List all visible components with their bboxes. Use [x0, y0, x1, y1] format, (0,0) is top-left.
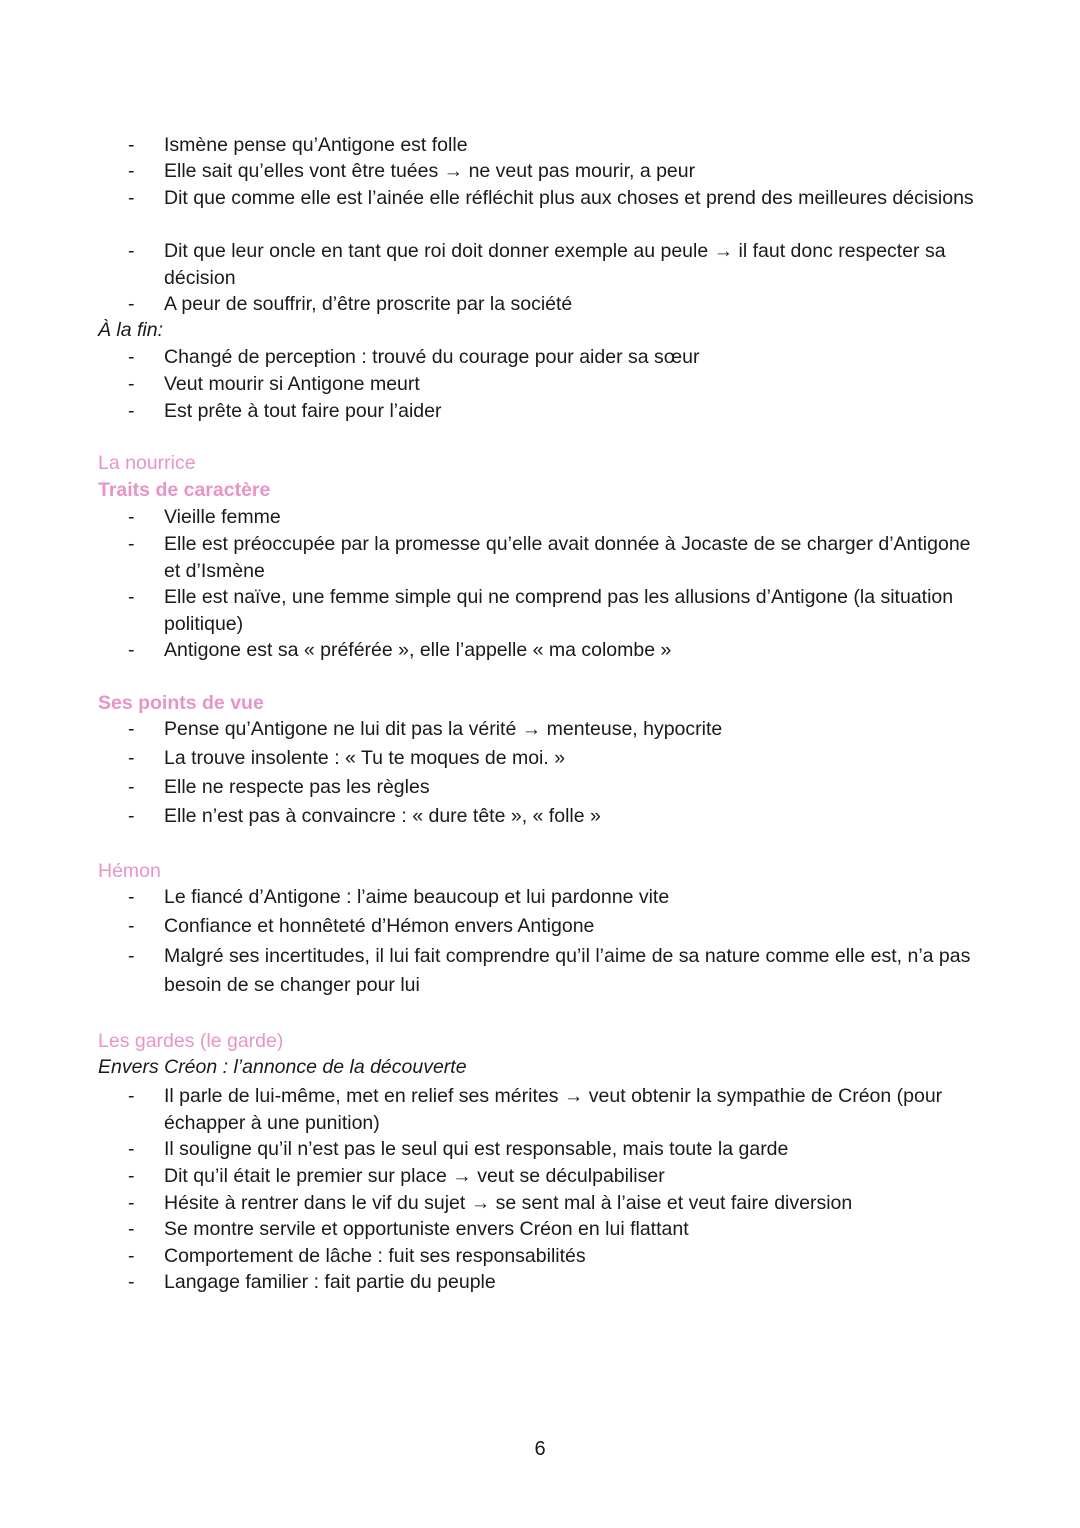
end-heading: À la fin: — [98, 319, 164, 341]
section-title-hemon: Hémon — [98, 860, 161, 882]
section-title-gardes: Les gardes (le garde) — [98, 1030, 284, 1052]
traits-heading: Traits de caractère — [98, 479, 271, 501]
gardes-subheading: Envers Créon : l’annonce de la découverte — [98, 1056, 467, 1078]
page-number: 6 — [534, 1438, 546, 1460]
views-heading: Ses points de vue — [98, 692, 264, 714]
document-page: - Ismène pense qu’Antigone est folle - Elle sait qu’elles vont être tuées → ne veut pas mourir, a peur - Dit que comme elle est l’ainée elle réfléchit plus aux choses et prend des meilleures décisions - Dit que leur oncle en tant que roi doit donner exemple au peule → il faut donc respecter sa décision - A peur de souffrir, d’être proscrite par la société À la fin: - Changé de perception : trouvé du courage pour aider sa sœur - Veut mourir si Antigone meurt - Est prête à tout faire pour l’aider La nourrice Traits de caractère - Vieille femme - Elle est préoccupée par la promesse qu’elle avait donnée à Jocaste de se charger d’Antigone et d’Ismène - Elle est naïve, une femme simple qui ne comprend pas les allusions d’Antigone (la situation politique) - Antigone est sa « préférée », elle l’appelle « ma colombe » Ses points de vue - Pense qu’Antigone ne lui dit pas la vérité → menteuse, hypocrite - La trouve insolente : « Tu te moques de moi. » - Elle ne respecte pas les règles - Elle n’est pas à convaincre : « dure tête », « folle » Hémon - Le fiancé d’Antigone : l’aime beaucoup et lui pardonne vite - Confiance et honnêteté d’Hémon envers Antigone - Malgré ses incertitudes, il lui fait comprendre qu’il l’aime de sa nature comme elle est, n’a pas besoin de se changer pour lui Les gardes (le garde) Envers Créon : l’annonce de la découverte - Il parle de lui-même, met en relief ses mérites → veut obtenir la sympathie de Créon (pour échapper à une punition) - Il souligne qu’il n’est pas le seul qui est responsable, mais toute la garde - Dit qu’il était le premier sur place → veut se déculpabiliser - Hésite à rentrer dans le vif du sujet → se sent mal à l’aise et veut faire diversion - Se montre servile et opportuniste envers Créon en lui flattant - Comportement de lâche : fuit ses responsabilités - Langage familier : fait partie du peuple 6 — [0, 0, 1080, 1528]
section-title-nourrice: La nourrice — [98, 452, 196, 474]
